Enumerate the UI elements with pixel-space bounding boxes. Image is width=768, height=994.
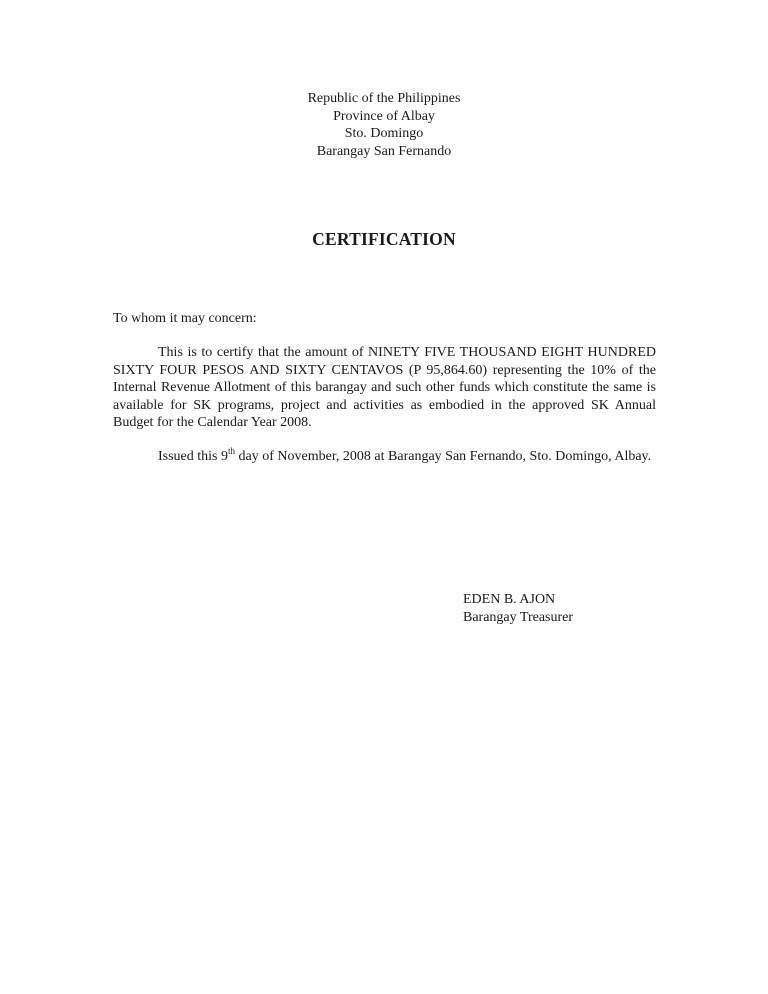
certification-paragraph: This is to certify that the amount of NINETY FIVE THOUSAND EIGHT HUNDRED SIXTY FOUR PESOS AND SIXTY CENTAVOS (P 95,864.60) representing the 10% of the Internal Revenue Allotment of this barangay and such other funds which constitute the same is available for SK programs, project and activities as embodied in the approved SK Annual Budget for the Calendar Year 2008.: [113, 345, 656, 430]
salutation: To whom it may concern:: [113, 311, 257, 326]
signatory-name: EDEN B. AJON: [463, 592, 556, 607]
issuance-text-after: day of November, 2008 at Barangay San Fernando, Sto. Domingo, Albay.: [235, 449, 652, 464]
letterhead: [0, 90, 768, 160]
signatory-position: Barangay Treasurer: [463, 609, 574, 625]
header-barangay: Barangay San Fernando: [316, 143, 452, 159]
header-province: Province of Albay: [333, 108, 435, 124]
ordinal-suffix: th: [228, 446, 236, 456]
issuance-paragraph: [113, 448, 656, 466]
header-municipality: Sto. Domingo: [344, 126, 424, 141]
issuance-text-before: Issued this 9: [158, 449, 228, 464]
document-title: CERTIFICATION: [312, 229, 456, 249]
header-country: Republic of the Philippines: [307, 91, 461, 106]
signatory-block: [463, 591, 573, 626]
